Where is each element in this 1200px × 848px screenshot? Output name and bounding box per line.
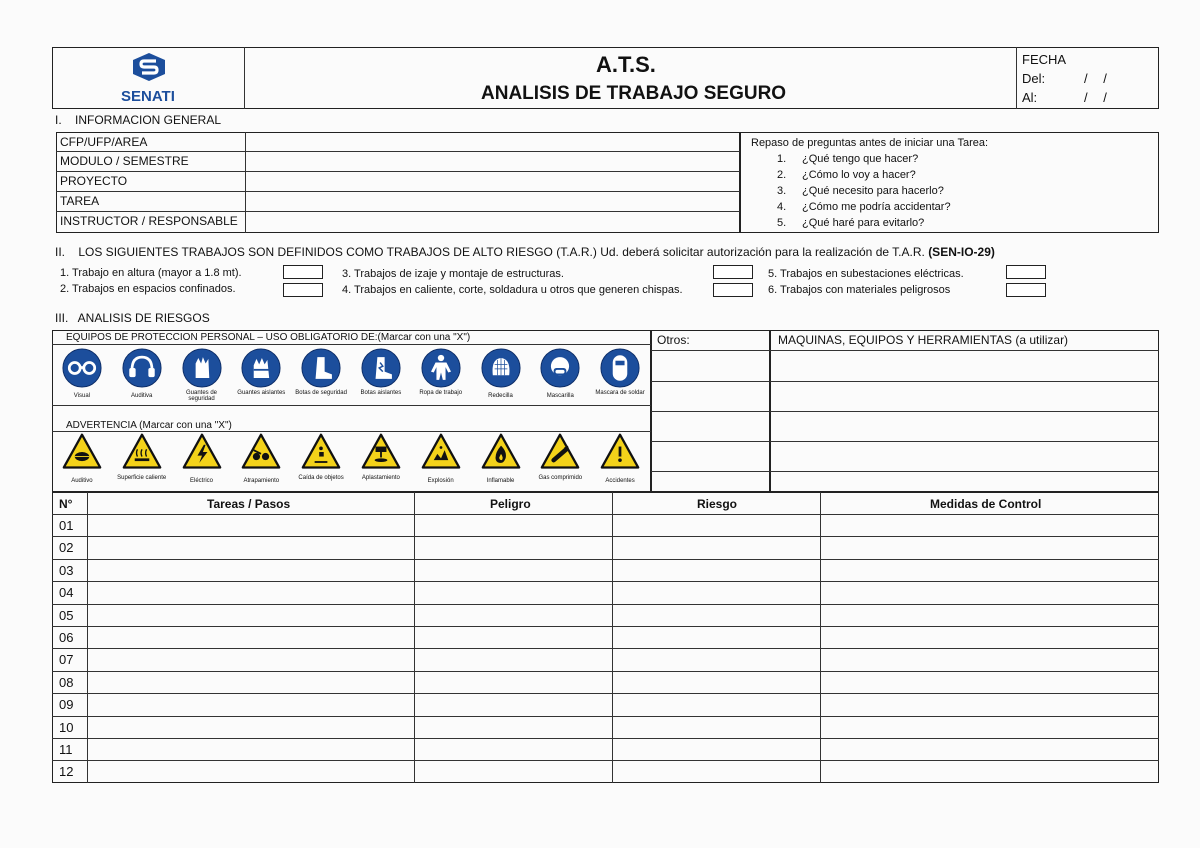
table-row[interactable] bbox=[52, 581, 1159, 603]
info-label-proyecto: PROYECTO bbox=[60, 174, 128, 188]
col-header-medidas: Medidas de Control bbox=[930, 497, 1042, 511]
row-number: 11 bbox=[59, 742, 73, 757]
table-row[interactable] bbox=[52, 536, 1159, 558]
adv-title: ADVERTENCIA (Marcar con una "X") bbox=[66, 420, 232, 431]
info-label-modulo: MODULO / SEMESTRE bbox=[60, 154, 189, 168]
section2-text: II. LOS SIGUIENTES TRABAJOS SON DEFINIDOS COMO TRABAJOS DE ALTO RIESGO (T.A.R.) Ud. deberá solicitar autorización para la realización de T.A.R. bbox=[55, 245, 925, 259]
table-row[interactable] bbox=[52, 626, 1159, 648]
row-number: 06 bbox=[59, 630, 74, 645]
del-date[interactable]: / / bbox=[1084, 71, 1107, 86]
tar-checkbox-6[interactable] bbox=[1006, 283, 1046, 297]
row-number: 03 bbox=[59, 562, 74, 578]
caida-objetos-warning-icon[interactable] bbox=[300, 432, 342, 472]
table-row[interactable] bbox=[52, 514, 1159, 536]
epp-label: Redecilla bbox=[488, 393, 513, 399]
row-number: 08 bbox=[59, 674, 74, 690]
al-date[interactable]: / / bbox=[1084, 90, 1107, 105]
question-text: ¿Qué necesito para hacerlo? bbox=[802, 185, 944, 197]
epp-label: Mascara de soldar bbox=[595, 390, 645, 396]
info-field-instructor[interactable] bbox=[247, 213, 739, 232]
adv-label: Aplastamiento bbox=[361, 475, 400, 481]
epp-label: Guantes de seguridad bbox=[185, 390, 218, 402]
tar-item-4: 4. Trabajos en caliente, corte, soldadura u otros que generen chispas. bbox=[342, 284, 683, 296]
inflamable-warning-icon[interactable] bbox=[480, 432, 522, 472]
question-number: 1. bbox=[777, 153, 787, 165]
tar-item-3: 3. Trabajos de izaje y montaje de estructuras. bbox=[342, 268, 564, 280]
adv-label: Inflamable bbox=[486, 478, 515, 484]
adv-label: Atrapamiento bbox=[243, 478, 280, 484]
row-number: 02 bbox=[59, 540, 74, 556]
row-number: 01 bbox=[59, 518, 74, 533]
table-row[interactable] bbox=[52, 671, 1159, 693]
row-number: 05 bbox=[59, 607, 74, 623]
question-text: ¿Cómo lo voy a hacer? bbox=[802, 169, 916, 181]
page-subtitle: ANALISIS DE TRABAJO SEGURO bbox=[481, 83, 787, 104]
section3-title: III. ANALISIS DE RIESGOS bbox=[55, 311, 210, 325]
table-row[interactable] bbox=[52, 738, 1159, 760]
question-number: 2. bbox=[777, 169, 787, 181]
tar-item-6: 6. Trabajos con materiales peligrosos bbox=[768, 284, 951, 296]
info-field-proyecto[interactable] bbox=[247, 173, 739, 190]
epp-label: Mascarilla bbox=[546, 393, 574, 399]
otros-label: Otros: bbox=[657, 333, 690, 347]
adv-label: Eléctrico bbox=[189, 478, 213, 484]
page-title: A.T.S. bbox=[596, 52, 656, 77]
info-label-tarea: TAREA bbox=[60, 194, 100, 208]
epp-label: Guantes aislantes bbox=[237, 390, 286, 396]
tar-checkbox-5[interactable] bbox=[1006, 265, 1046, 279]
mascarilla-icon[interactable] bbox=[540, 348, 580, 388]
row-divider bbox=[52, 581, 1159, 582]
tar-checkbox-1[interactable] bbox=[283, 265, 323, 279]
adv-label: Caída de objetos bbox=[298, 475, 344, 481]
row-divider bbox=[52, 626, 1159, 627]
epp-label: Visual bbox=[73, 393, 90, 399]
question-number: 4. bbox=[777, 201, 787, 213]
row-number: 12 bbox=[59, 764, 74, 780]
section1-title: I. INFORMACION GENERAL bbox=[55, 113, 222, 127]
gas-comprimido-warning-icon[interactable] bbox=[539, 432, 581, 472]
info-label-instructor: INSTRUCTOR / RESPONSABLE bbox=[60, 214, 238, 228]
epp-label: Botas de seguridad bbox=[295, 390, 347, 396]
row-number: 07 bbox=[59, 652, 74, 668]
adv-label: Auditivo bbox=[71, 478, 93, 484]
tar-item-1: 1. Trabajo en altura (mayor a 1.8 mt). bbox=[60, 267, 242, 279]
row-number: 09 bbox=[59, 697, 74, 713]
superficie-caliente-warning-icon[interactable] bbox=[121, 432, 163, 472]
visual-icon[interactable] bbox=[62, 348, 102, 388]
maquinas-label: MAQUINAS, EQUIPOS Y HERRAMIENTAS (a utilizar) bbox=[778, 333, 1069, 347]
section2-code: (SEN-IO-29) bbox=[928, 245, 995, 259]
table-row[interactable] bbox=[52, 760, 1159, 782]
tar-checkbox-2[interactable] bbox=[283, 283, 323, 297]
row-divider bbox=[52, 760, 1159, 761]
info-field-modulo[interactable] bbox=[247, 153, 739, 170]
fecha-label: FECHA bbox=[1022, 52, 1067, 67]
info-field-cfp[interactable] bbox=[247, 133, 739, 150]
guantes-aislantes-icon[interactable] bbox=[241, 348, 281, 388]
tar-checkbox-3[interactable] bbox=[713, 265, 753, 279]
row-number: 10 bbox=[59, 719, 74, 735]
electrico-warning-icon[interactable] bbox=[181, 432, 223, 472]
botas-seguridad-icon[interactable] bbox=[301, 348, 341, 388]
auditiva-icon[interactable] bbox=[122, 348, 162, 388]
section2-title bbox=[55, 245, 995, 259]
botas-aislantes-icon[interactable] bbox=[361, 348, 401, 388]
row-divider bbox=[52, 536, 1159, 537]
questions-title: Repaso de preguntas antes de iniciar una Tarea: bbox=[751, 137, 989, 149]
tar-item-2: 2. Trabajos en espacios confinados. bbox=[60, 283, 236, 295]
adv-label: Gas comprimido bbox=[538, 475, 583, 481]
question-text: ¿Qué tengo que hacer? bbox=[802, 153, 919, 165]
question-text: ¿Qué haré para evitarlo? bbox=[802, 217, 925, 229]
ropa-trabajo-icon[interactable] bbox=[421, 348, 461, 388]
row-number: 04 bbox=[59, 585, 74, 601]
senati-logo-icon bbox=[131, 52, 167, 82]
info-label-cfp: CFP/UFP/AREA bbox=[60, 135, 148, 149]
explosion-warning-icon[interactable] bbox=[420, 432, 462, 472]
table-row[interactable] bbox=[52, 693, 1159, 715]
mascara-soldar-icon[interactable] bbox=[600, 348, 640, 388]
question-text: ¿Cómo me podría accidentar? bbox=[802, 201, 951, 213]
accidentes-warning-icon[interactable] bbox=[599, 432, 641, 472]
row-divider bbox=[52, 671, 1159, 672]
epp-label: Botas aislantes bbox=[360, 390, 402, 396]
question-number: 3. bbox=[777, 185, 787, 197]
row-divider bbox=[52, 716, 1159, 717]
tar-checkbox-4[interactable] bbox=[713, 283, 753, 297]
col-header-riesgo: Riesgo bbox=[697, 497, 738, 511]
col-header-tareas: Tareas / Pasos bbox=[207, 497, 291, 511]
guantes-seguridad-icon[interactable] bbox=[182, 348, 222, 388]
table-row[interactable] bbox=[52, 559, 1159, 581]
tar-item-5: 5. Trabajos en subestaciones eléctricas. bbox=[768, 268, 964, 280]
col-header-peligro: Peligro bbox=[490, 497, 531, 511]
epp-title: EQUIPOS DE PROTECCION PERSONAL – USO OBLIGATORIO DE:(Marcar con una "X") bbox=[66, 332, 471, 343]
adv-label: Accidentes bbox=[605, 478, 635, 484]
question-number: 5. bbox=[777, 217, 787, 229]
atrapamiento-warning-icon[interactable] bbox=[240, 432, 282, 472]
row-divider bbox=[52, 693, 1159, 694]
row-divider bbox=[52, 604, 1159, 605]
aplastamiento-warning-icon[interactable] bbox=[360, 432, 402, 472]
al-label: Al: bbox=[1022, 90, 1038, 105]
row-divider bbox=[52, 559, 1159, 560]
epp-label: Ropa de trabajo bbox=[419, 390, 463, 396]
row-divider bbox=[52, 648, 1159, 649]
adv-label: Superficie caliente bbox=[117, 475, 167, 481]
auditivo-warning-icon[interactable] bbox=[61, 432, 103, 472]
table-row[interactable] bbox=[52, 604, 1159, 626]
row-divider bbox=[52, 738, 1159, 739]
info-field-tarea[interactable] bbox=[247, 193, 739, 210]
table-row[interactable] bbox=[52, 648, 1159, 670]
redecilla-icon[interactable] bbox=[481, 348, 521, 388]
logo-text: SENATI bbox=[121, 88, 175, 105]
del-label: Del: bbox=[1022, 71, 1046, 86]
epp-label: Auditiva bbox=[131, 393, 153, 399]
col-header-number: N° bbox=[59, 497, 73, 511]
table-row[interactable] bbox=[52, 716, 1159, 738]
adv-label: Explosión bbox=[427, 478, 454, 484]
